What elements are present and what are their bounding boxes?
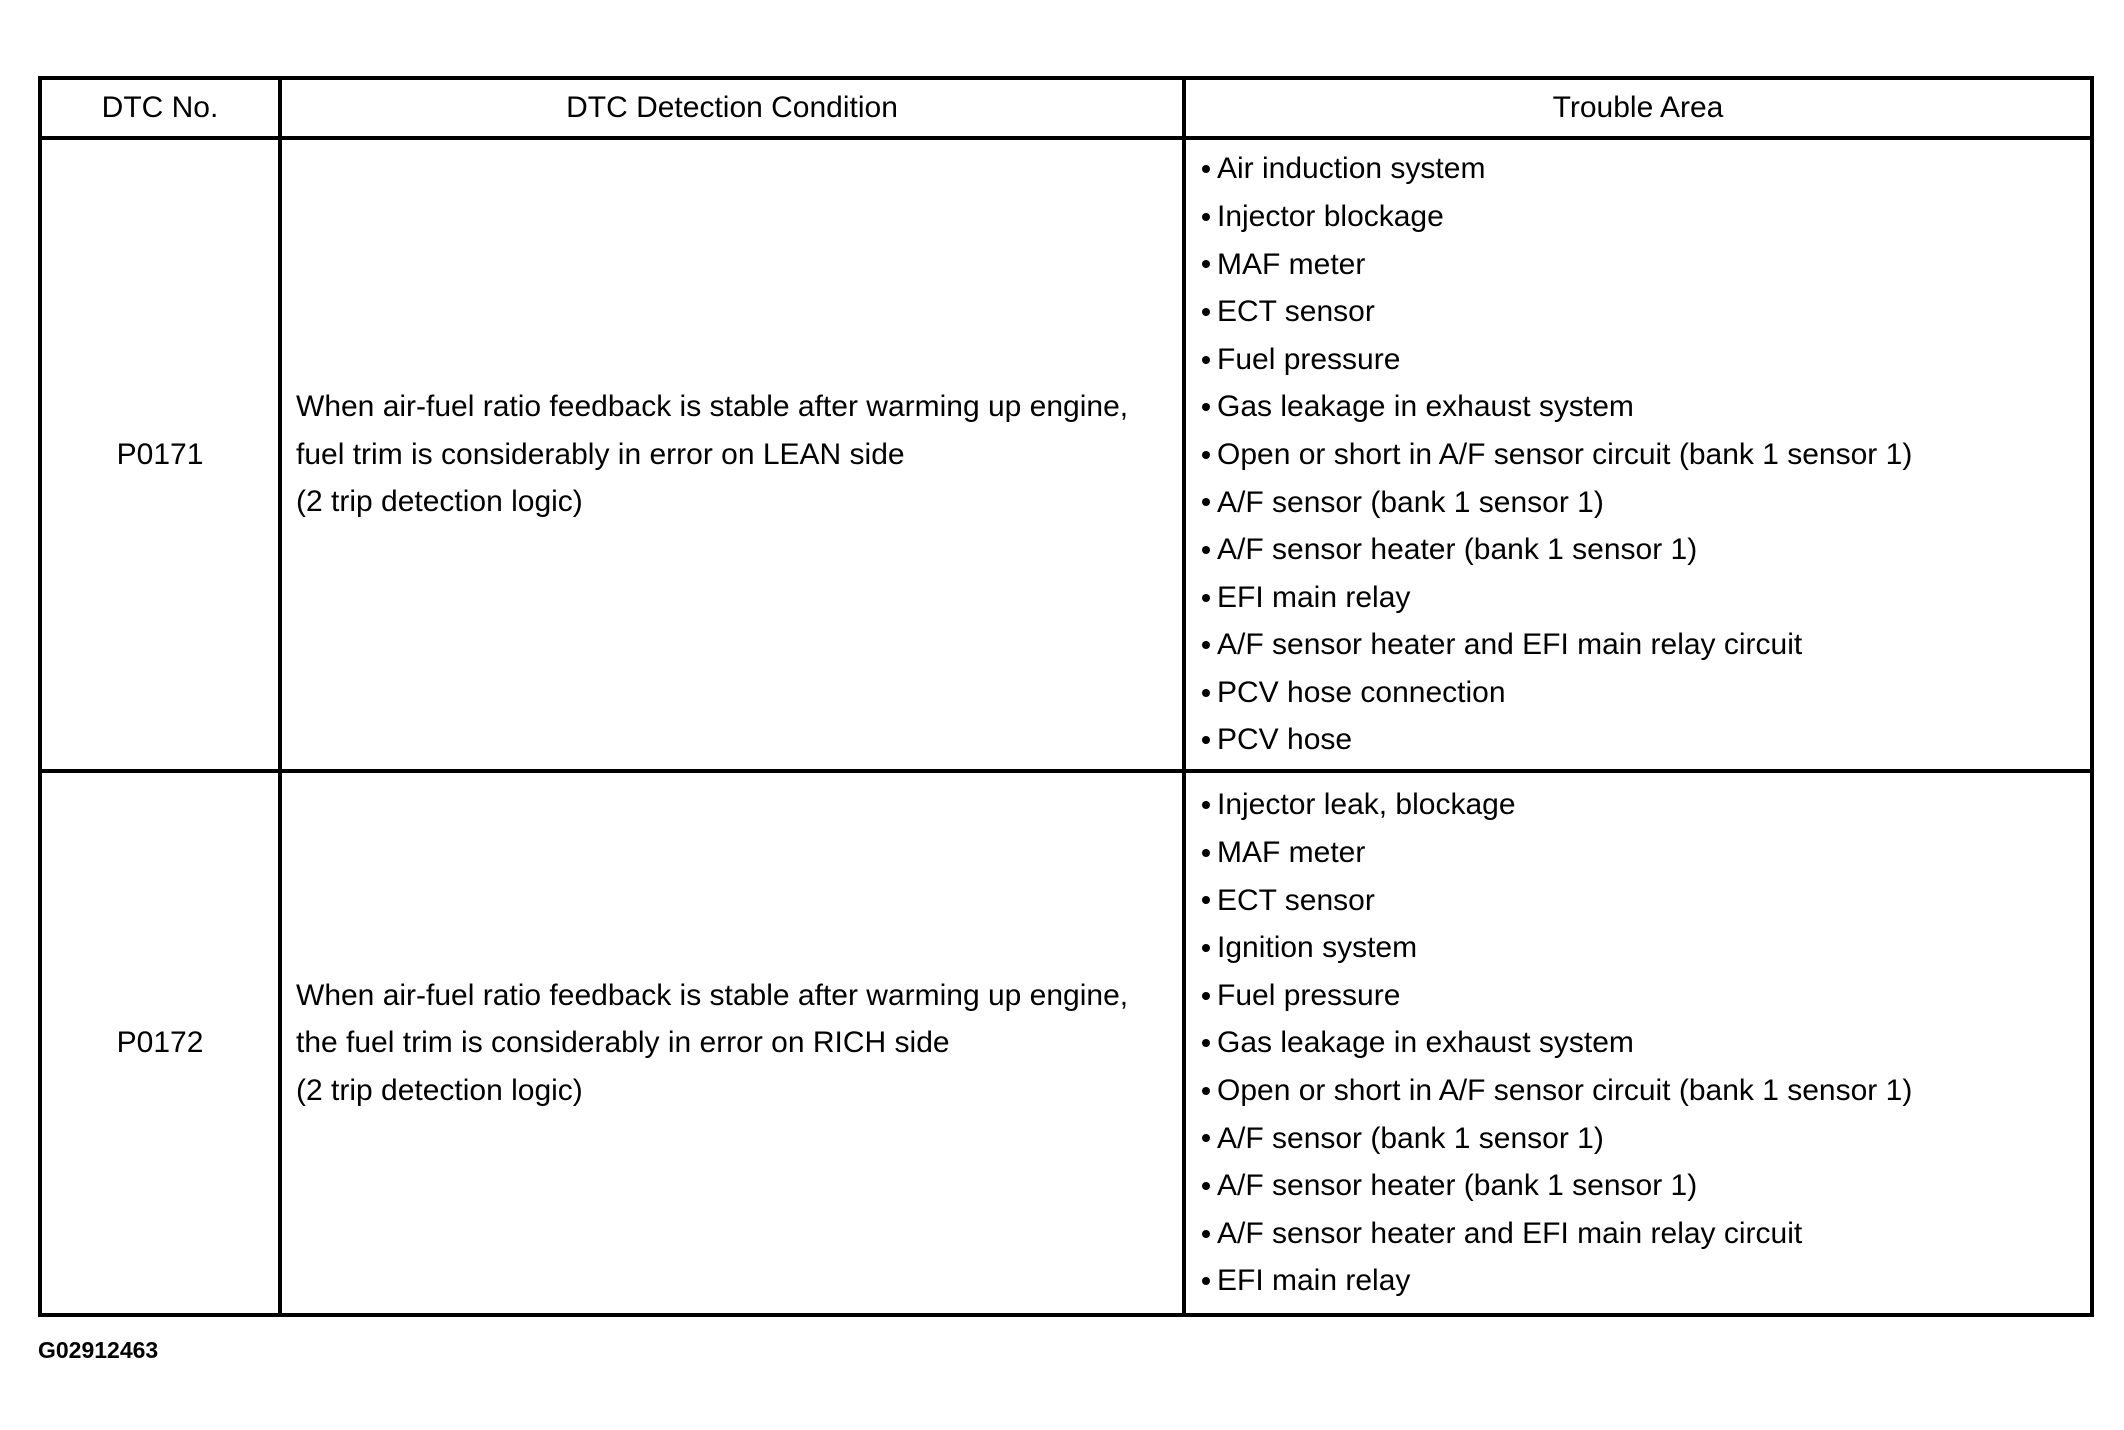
list-item: ECT sensor [1200,288,2090,336]
list-item: EFI main relay [1200,574,2090,622]
bullet-icon [1202,546,1210,554]
list-item: EFI main relay [1200,1257,2090,1305]
bullet-icon [1202,689,1210,697]
header-trouble-area: Trouble Area [1184,78,2092,138]
header-row [40,78,2092,138]
condition-line: (2 trip detection logic) [296,1073,583,1107]
condition-line: (2 trip detection logic) [296,485,583,519]
list-item: A/F sensor heater and EFI main relay circuit [1200,1210,2090,1258]
bullet-icon [1202,213,1210,221]
condition-line: When air-fuel ratio feedback is stable after warming up engine, [296,390,1129,424]
list-item: Gas leakage in exhaust system [1200,1019,2090,1067]
bullet-icon [1202,736,1210,744]
trouble-area-cell [1184,771,2092,1315]
bullet-icon [1202,801,1210,809]
bullet-icon [1202,1277,1210,1285]
bullet-icon [1202,1134,1210,1142]
bullet-icon [1202,356,1210,364]
header-detection-condition: DTC Detection Condition [280,78,1184,138]
bullet-icon [1202,1182,1210,1190]
bullet-icon [1202,1230,1210,1238]
bullet-icon [1202,1039,1210,1047]
list-item: Gas leakage in exhaust system [1200,383,2090,431]
condition-line: fuel trim is considerably in error on LEAN side [296,437,905,471]
bullet-icon [1202,260,1210,268]
list-item: PCV hose [1200,716,2090,764]
condition-line: When air-fuel ratio feedback is stable after warming up engine, [296,978,1129,1012]
list-item: A/F sensor heater (bank 1 sensor 1) [1200,526,2090,574]
list-item: Fuel pressure [1200,336,2090,384]
list-item: A/F sensor (bank 1 sensor 1) [1200,1115,2090,1163]
detection-condition [280,771,1184,1315]
dtc-code: P0171 [40,138,280,771]
header-dtc-no: DTC No. [40,78,280,138]
detection-condition [280,138,1184,771]
bullet-icon [1202,1087,1210,1095]
bullet-icon [1202,403,1210,411]
trouble-area-list [1200,781,2090,1305]
trouble-area-list [1200,145,2090,764]
bullet-icon [1202,849,1210,857]
list-item: Open or short in A/F sensor circuit (bank 1 sensor 1) [1200,1067,2090,1115]
list-item: Air induction system [1200,145,2090,193]
list-item: A/F sensor heater and EFI main relay circuit [1200,621,2090,669]
figure-id: G02912463 [38,1337,159,1363]
table-row [40,138,2092,771]
list-item: A/F sensor (bank 1 sensor 1) [1200,479,2090,527]
list-item: Injector leak, blockage [1200,781,2090,829]
list-item: ECT sensor [1200,877,2090,925]
list-item: Fuel pressure [1200,972,2090,1020]
bullet-icon [1202,451,1210,459]
list-item: A/F sensor heater (bank 1 sensor 1) [1200,1162,2090,1210]
list-item: MAF meter [1200,241,2090,289]
condition-line: the fuel trim is considerably in error on RICH side [296,1026,950,1060]
bullet-icon [1202,498,1210,506]
list-item: Injector blockage [1200,193,2090,241]
bullet-icon [1202,641,1210,649]
bullet-icon [1202,594,1210,602]
trouble-area-cell [1184,138,2092,771]
bullet-icon [1202,308,1210,316]
table-row [40,771,2092,1315]
list-item: Ignition system [1200,924,2090,972]
bullet-icon [1202,944,1210,952]
list-item: MAF meter [1200,829,2090,877]
dtc-code: P0172 [40,771,280,1315]
dtc-table [38,76,2094,1317]
list-item: PCV hose connection [1200,669,2090,717]
bullet-icon [1202,896,1210,904]
bullet-icon [1202,165,1210,173]
list-item: Open or short in A/F sensor circuit (bank 1 sensor 1) [1200,431,2090,479]
bullet-icon [1202,992,1210,1000]
